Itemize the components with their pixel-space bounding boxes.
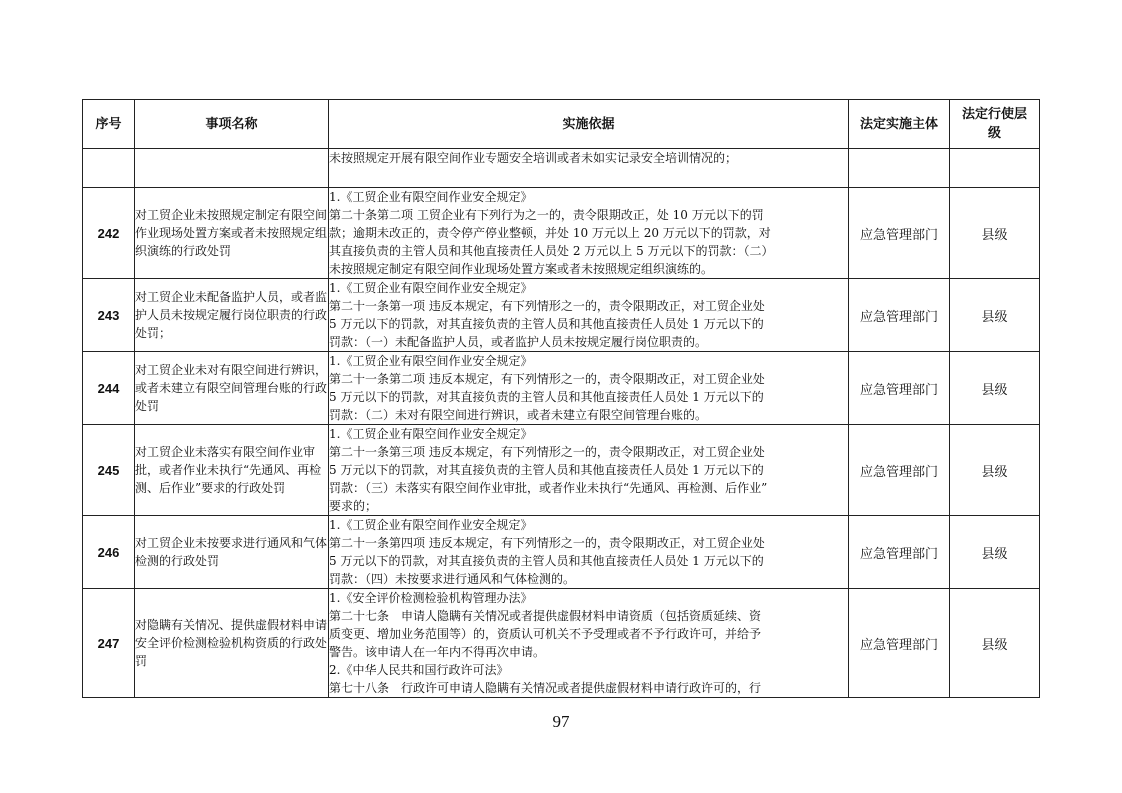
implementing-body: 应急管理部门 (849, 279, 950, 352)
basis-line: 5 万元以下的罚款，对其直接负责的主管人员和其他直接责任人员处 1 万元以下的 (329, 390, 764, 404)
admin-level: 县级 (950, 352, 1040, 425)
basis-line: 警告。该申请人在一年内不得再次申请。 (329, 645, 546, 659)
row-number: 245 (83, 425, 135, 516)
row-number: 242 (83, 188, 135, 279)
item-name: 对工贸企业未对有限空间进行辨识，或者未建立有限空间管理台账的行政处罚 (135, 352, 329, 425)
implementing-body: 应急管理部门 (849, 425, 950, 516)
basis-line: 1.《工贸企业有限空间作业安全规定》 (329, 281, 533, 295)
item-basis (329, 279, 849, 352)
basis-line: 罚款：（一）未配备监护人员，或者监护人员未按规定履行岗位职责的。 (329, 335, 708, 349)
item-name: 对工贸企业未落实有限空间作业审批，或者作业未执行“先通风、再检测、后作业”要求的行政处罚 (135, 425, 329, 516)
table-row (83, 352, 1040, 425)
basis-line: 质变更、增加业务范围等）的，资质认可机关不予受理或者不予行政许可，并给予 (329, 627, 762, 641)
basis-line: 1.《安全评价检测检验机构管理办法》 (329, 591, 533, 605)
item-name: 对工贸企业未按照规定制定有限空间作业现场处置方案或者未按照规定组织演练的行政处罚 (135, 188, 329, 279)
basis-line: 第二十一条第三项 违反本规定，有下列情形之一的，责令限期改正，对工贸企业处 (329, 445, 765, 459)
admin-level: 县级 (950, 188, 1040, 279)
header-basis: 实施依据 (329, 100, 849, 149)
table-row (83, 516, 1040, 589)
table-row (83, 188, 1040, 279)
basis-line: 罚款：（三）未落实有限空间作业审批，或者作业未执行“先通风、再检测、后作业” (329, 481, 768, 495)
item-name: 对工贸企业未按要求进行通风和气体检测的行政处罚 (135, 516, 329, 589)
table-row (83, 589, 1040, 698)
item-name: 对隐瞒有关情况、提供虚假材料申请安全评价检测检验机构资质的行政处罚 (135, 589, 329, 698)
item-basis (329, 425, 849, 516)
basis-line: 2.《中华人民共和国行政许可法》 (329, 663, 509, 677)
item-table (82, 99, 1040, 698)
basis-line: 未按照规定制定有限空间作业现场处置方案或者未按照规定组织演练的。 (329, 262, 714, 276)
basis-line: 5 万元以下的罚款，对其直接负责的主管人员和其他直接责任人员处 1 万元以下的 (329, 463, 764, 477)
continuation-level (950, 149, 1040, 188)
basis-line: 1.《工贸企业有限空间作业安全规定》 (329, 518, 533, 532)
header-body: 法定实施主体 (849, 100, 950, 149)
basis-line: 第七十八条 行政许可申请人隐瞒有关情况或者提供虚假材料申请行政许可的，行 (329, 681, 762, 695)
item-basis (329, 188, 849, 279)
basis-line: 第二十一条第一项 违反本规定，有下列情形之一的，责令限期改正，对工贸企业处 (329, 299, 765, 313)
admin-level: 县级 (950, 279, 1040, 352)
admin-level: 县级 (950, 425, 1040, 516)
table-row (83, 425, 1040, 516)
basis-line: 1.《工贸企业有限空间作业安全规定》 (329, 354, 533, 368)
implementing-body: 应急管理部门 (849, 516, 950, 589)
row-number: 247 (83, 589, 135, 698)
basis-line: 1.《工贸企业有限空间作业安全规定》 (329, 190, 533, 204)
basis-line: 未按照规定开展有限空间作业专题安全培训或者未如实记录安全培训情况的； (329, 151, 738, 165)
header-no: 序号 (83, 100, 135, 149)
table-row (83, 279, 1040, 352)
implementing-body: 应急管理部门 (849, 589, 950, 698)
implementing-body: 应急管理部门 (849, 188, 950, 279)
item-basis (329, 516, 849, 589)
basis-line: 罚款：（二）未对有限空间进行辨识，或者未建立有限空间管理台账的。 (329, 408, 708, 422)
continuation-name (135, 149, 329, 188)
basis-line: 罚款：（四）未按要求进行通风和气体检测的。 (329, 572, 576, 586)
row-number: 246 (83, 516, 135, 589)
header-row (83, 100, 1040, 149)
continuation-basis (329, 149, 849, 188)
continuation-body (849, 149, 950, 188)
item-basis (329, 352, 849, 425)
page-number: 97 (552, 712, 570, 731)
implementing-body: 应急管理部门 (849, 352, 950, 425)
basis-line: 第二十条第二项 工贸企业有下列行为之一的，责令限期改正，处 10 万元以下的罚 (329, 208, 764, 222)
basis-line: 要求的； (329, 499, 378, 513)
admin-level: 县级 (950, 589, 1040, 698)
continuation-no (83, 149, 135, 188)
item-basis (329, 589, 849, 698)
basis-line: 其直接负责的主管人员和其他直接责任人员处 2 万元以上 5 万元以下的罚款：（二） (329, 244, 774, 258)
row-number: 243 (83, 279, 135, 352)
basis-line: 第二十七条 申请人隐瞒有关情况或者提供虚假材料申请资质（包括资质延续、资 (329, 609, 762, 623)
admin-level: 县级 (950, 516, 1040, 589)
row-number: 244 (83, 352, 135, 425)
basis-line: 5 万元以下的罚款，对其直接负责的主管人员和其他直接责任人员处 1 万元以下的 (329, 554, 764, 568)
header-level: 法定行使层级 (950, 100, 1040, 149)
basis-line: 款；逾期未改正的，责令停产停业整顿，并处 10 万元以上 20 万元以下的罚款，对 (329, 226, 771, 240)
basis-line: 5 万元以下的罚款，对其直接负责的主管人员和其他直接责任人员处 1 万元以下的 (329, 317, 764, 331)
basis-line: 第二十一条第二项 违反本规定，有下列情形之一的，责令限期改正，对工贸企业处 (329, 372, 765, 386)
item-name: 对工贸企业未配备监护人员，或者监护人员未按规定履行岗位职责的行政处罚； (135, 279, 329, 352)
basis-line: 第二十一条第四项 违反本规定，有下列情形之一的，责令限期改正，对工贸企业处 (329, 536, 765, 550)
header-name: 事项名称 (135, 100, 329, 149)
continuation-row (83, 149, 1040, 188)
basis-line: 1.《工贸企业有限空间作业安全规定》 (329, 427, 533, 441)
